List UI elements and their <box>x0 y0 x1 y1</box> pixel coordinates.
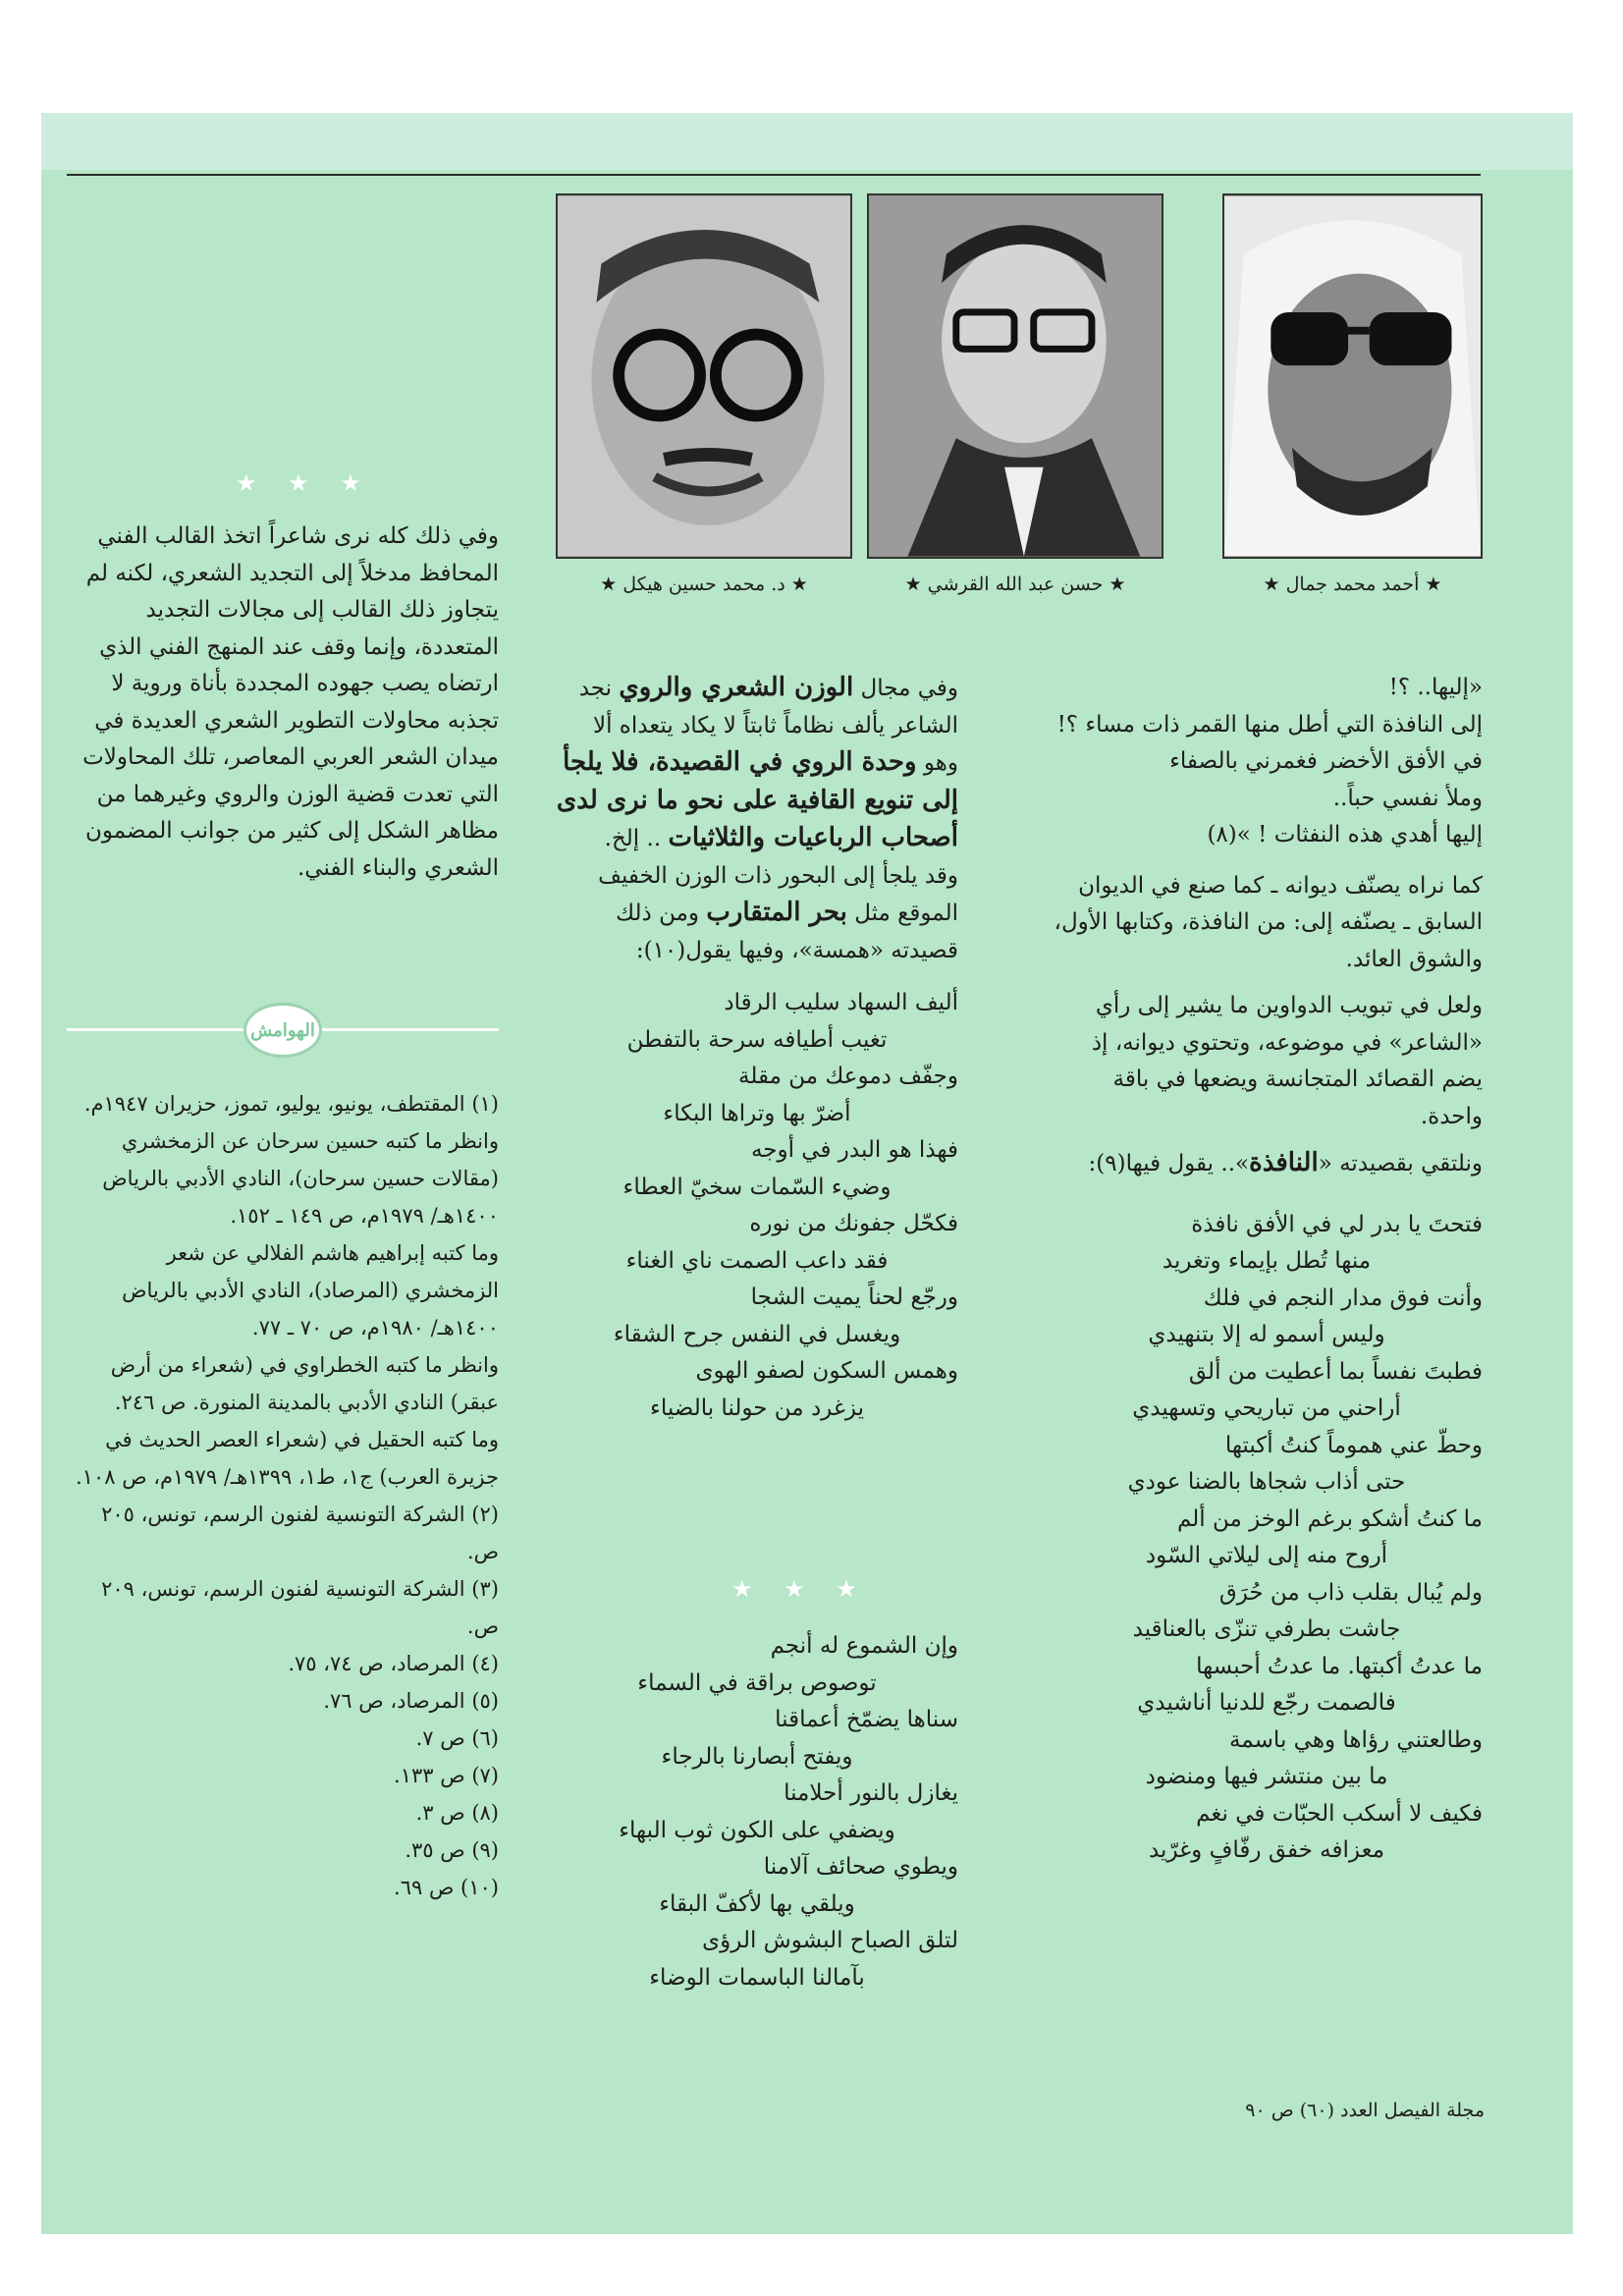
verse-line: وهمس السكون لصفو الهوى <box>695 1358 958 1384</box>
para3-post: ».. يقول فيها(٩): <box>1088 1151 1250 1176</box>
footnote: (١٠) ص ٦٩. <box>394 1876 499 1899</box>
verse-line: أراحني من تباريحي وتسهيدي <box>1132 1395 1401 1421</box>
verse-line: يغازل بالنور أحلامنا <box>784 1780 958 1806</box>
intro-line: إلى النافذة التي أطل منها القمر ذات مساء ؟! <box>1056 711 1483 738</box>
top-band <box>41 113 1573 170</box>
verse-line: أضرّ بها وتراها البكاء <box>663 1100 851 1126</box>
footnote: وانظر ما كتبه حسين سرحان عن الزمخشري (مقالات حسين سرحان)، النادي الأدبي بالرياض ١٤٠٠هـ/ ١٩٧٩م، ص ١٤٩ ـ ١٥٢. <box>102 1129 499 1228</box>
verse-line: حتى أذاب شجاها بالضنا عودي <box>1127 1469 1406 1495</box>
verse-line: ورجّع لحناً يميت الشجا <box>750 1285 958 1310</box>
verse-line: ويلقي بها لأكفّ البقاء <box>659 1890 855 1917</box>
photo-hassan-qurashi <box>867 193 1163 559</box>
verse-line: فطبتَ نفساً بما أعطيت من ألق <box>1188 1358 1483 1385</box>
caption-muhammad-haykal: ★ د. محمد حسين هيكل ★ <box>600 574 808 595</box>
footnotes-list <box>67 1085 499 1906</box>
verse-line: ويغسل في النفس جرح الشقاء <box>613 1321 901 1347</box>
verse-line: أليف السهاد سليب الرقاد <box>724 990 958 1015</box>
verse-line: منها تُطل بإيماء وتغريد <box>1162 1248 1372 1274</box>
verse-line: سناها يضمّخ أعماقنا <box>775 1707 958 1732</box>
intro-bold-1: الوزن الشعري والروي <box>619 673 854 702</box>
middle-intro <box>556 670 958 858</box>
para3-bold: النافذة <box>1249 1148 1319 1177</box>
intro-line: إليها أهدي هذه النفثات ! »(٨) <box>1207 822 1483 847</box>
footnote: (٨) ص ٣. <box>415 1801 499 1825</box>
intro-line: «إليها.. ؟! <box>1388 675 1483 700</box>
caption-hassan-qurashi: ★ حسن عبد الله القرشي ★ <box>904 574 1126 595</box>
intro-line: في الأفق الأخضر فغمرني بالصفاء <box>1169 748 1483 774</box>
photo-muhammad-haykal <box>556 193 852 559</box>
footnote: (٦) ص ٧. <box>415 1726 499 1750</box>
footnote: (٧) ص ١٣٣. <box>394 1764 499 1787</box>
verse-line: فهذا هو البدر في أوجه <box>750 1137 958 1163</box>
caption-ahmad-jamal: ★ أحمد محمد جمال ★ <box>1263 574 1442 595</box>
footnote: وما كتبه إبراهيم هاشم الفلالي عن شعر الزمخشري (المرصاد)، النادي الأدبي بالرياض ١٤٠٠هـ/ ١٩٨٠م، ص ٧٠ ـ ٧٧. <box>122 1241 499 1339</box>
footnote: وما كتبه الحقيل في (شعراء العصر الحديث في جزيرة العرب) ج١، ط١، ١٣٩٩هـ/ ١٩٧٩م، ص ١٠٨. <box>75 1428 499 1489</box>
verse-line: بآمالنا الباسمات الوضاء <box>649 1964 865 1991</box>
footnote: (٩) ص ٣٥. <box>405 1838 499 1862</box>
verse-line: جاشت بطرفي تنزّى بالعناقيد <box>1132 1616 1401 1642</box>
verse-line: فتحتَ يا بدر لي في الأفق نافذة <box>1191 1211 1483 1237</box>
right-para3 <box>1051 1145 1483 1183</box>
verse-line: أروح منه إلى ليلاتي السّود <box>1145 1543 1388 1568</box>
footnote: (٥) المرصاد، ص ٧٦. <box>323 1689 499 1713</box>
footnotes-badge: الهوامش <box>243 1003 322 1058</box>
verse-line: ما كنتُ أشكو برغم الوخز من ألم <box>1176 1505 1483 1532</box>
middle-para2 <box>556 858 958 970</box>
verse-line: ما بين منتشر فيها ومنضود <box>1145 1764 1388 1789</box>
stars-divider-middle: ★ ★ ★ <box>731 1575 869 1603</box>
right-para2: ولعل في تبويب الدواوين ما يشير إلى رأي «الشاعر» في موضوعه، وتحتوي ديوانه، إذ يضم القصائد المتجانسة ويضعها في باقة واحدة. <box>1091 993 1483 1129</box>
verse-line: وإن الشموع له أنجم <box>770 1633 958 1659</box>
intro-end: .. إلخ. <box>604 826 662 851</box>
footnote: (٣) الشركة التونسية لفنون الرسم، تونس، ٢٠٩ ص. <box>101 1577 499 1638</box>
header-rule <box>67 174 1481 176</box>
verse-line: وحطّ عني هموماً كنتُ أكبتها <box>1224 1432 1483 1458</box>
verse-line: وليس أسمو له إلا بتنهيدي <box>1148 1322 1385 1347</box>
middle-column <box>556 670 958 1427</box>
intro-pre: وفي مجال <box>860 676 958 701</box>
para2-pre: وقد يلجأ إلى البحور ذات الوزن الخفيف الموقع مثل <box>598 862 958 926</box>
footnote: وانظر ما كتبه الخطراوي في (شعراء من أرض عبقر) النادي الأدبي بالمدينة المنورة. ص ٢٤٦. <box>110 1353 499 1414</box>
verse-line: ويطوي صحائف آلامنا <box>763 1854 958 1880</box>
middle-column-verses-2 <box>556 1628 958 1996</box>
verse-line: تغيب أطيافه سرحة بالتفطن <box>626 1026 888 1053</box>
left-paragraph: وفي ذلك كله نرى شاعراً اتخذ القالب الفني المحافظ مدخلاً إلى التجديد الشعري، لكنه لم يتجاوز ذلك القالب إلى مجالات التجديد المتعددة، وإنما وقف عند المنهج الفني الذي ارتضاه يصب جهوده المجددة بأناة وروية لا تجذبه محاولات التطوير الشعري العديدة في ميدان الشعر العربي المعاصر، تلك المحاولات التي تعدت قضية الوزن والروي وغيرهما من مظاهر الشكل إلى كثير من جوانب المضمون الشعري والبناء الفني. <box>82 523 499 881</box>
verse-line: فكحّل جفونك من نوره <box>749 1211 958 1236</box>
verse-line: وأنت فوق مدار النجم في فلك <box>1203 1285 1483 1311</box>
page-footer: مجلة الفيصل العدد (٦٠) ص ٩٠ <box>1245 2100 1485 2121</box>
verse-line: فالصمت رجّع للدنيا أناشيدي <box>1137 1690 1396 1716</box>
verse-line: وطالعتني رؤاها وهي باسمة <box>1229 1726 1483 1753</box>
verse-line: ما عدتُ أكبتها. ما عدتُ أحبسها <box>1196 1653 1483 1679</box>
verse-line: ولم يُبال بقلب ذاب من حُرَق <box>1218 1579 1483 1606</box>
footnote: (١) المقتطف، يونيو، يوليو، تموز، حزيران ١٩٤٧م. <box>83 1092 499 1116</box>
para2-bold: بحر المتقارب <box>706 898 847 927</box>
para2-post: ومن ذلك قصيدته «همسة»، وفيها يقول(١٠): <box>616 901 958 963</box>
verse-line: وجفّف دموعك من مقلة <box>738 1064 958 1089</box>
verse-line: معزافه خفق رفّافٍ وغرّيد <box>1148 1837 1385 1863</box>
verse-line: توصوص براقة في السماء <box>637 1669 877 1696</box>
verse-line: ويفتح أبصارنا بالرجاء <box>661 1743 853 1770</box>
right-para1: كما نراه يصنّف ديوانه ـ كما صنع في الديوان السابق ـ يصنّفه إلى: من النافذة، وكتابها الأول، والشوق العائد. <box>1054 872 1483 972</box>
intro-line: وملأ نفسي حباً.. <box>1332 785 1483 811</box>
left-column <box>67 519 499 887</box>
verse-line: وضيء السّمات سخيّ العطاء <box>622 1174 892 1200</box>
verse-line: لتلق الصباح البشوش الرؤى <box>702 1928 958 1953</box>
footnotes-header <box>67 1003 499 1058</box>
verse-line: فكيف لا أسكب الحبّات في نغم <box>1196 1800 1483 1827</box>
photo-ahmad-jamal <box>1222 193 1483 559</box>
footnote: (٢) الشركة التونسية لفنون الرسم، تونس، ٢٠٥ ص. <box>101 1503 499 1563</box>
stars-divider-left: ★ ★ ★ <box>236 469 373 497</box>
verse-line: ويضفي على الكون ثوب البهاء <box>619 1817 895 1843</box>
verse-line: فقد داعب الصمت ناي الغناء <box>625 1247 889 1274</box>
verse-line: يزغرد من حولنا بالضياء <box>650 1394 864 1421</box>
intro-post: نجد الشاعر يألف نظاماً ثابتاً لا يكاد يتعداه ألا وهو <box>578 676 958 776</box>
para3-pre: ونلتقي بقصيدته « <box>1318 1151 1483 1176</box>
right-column <box>1051 670 1483 1870</box>
footnote: (٤) المرصاد، ص ٧٤، ٧٥. <box>288 1652 499 1675</box>
intro-bold-2: وحدة الروي في القصيدة، فلا يلجأ إلى تنويع القافية على نحو ما نرى لدى أصحاب الرباعيات والثلاثيات <box>556 747 958 852</box>
